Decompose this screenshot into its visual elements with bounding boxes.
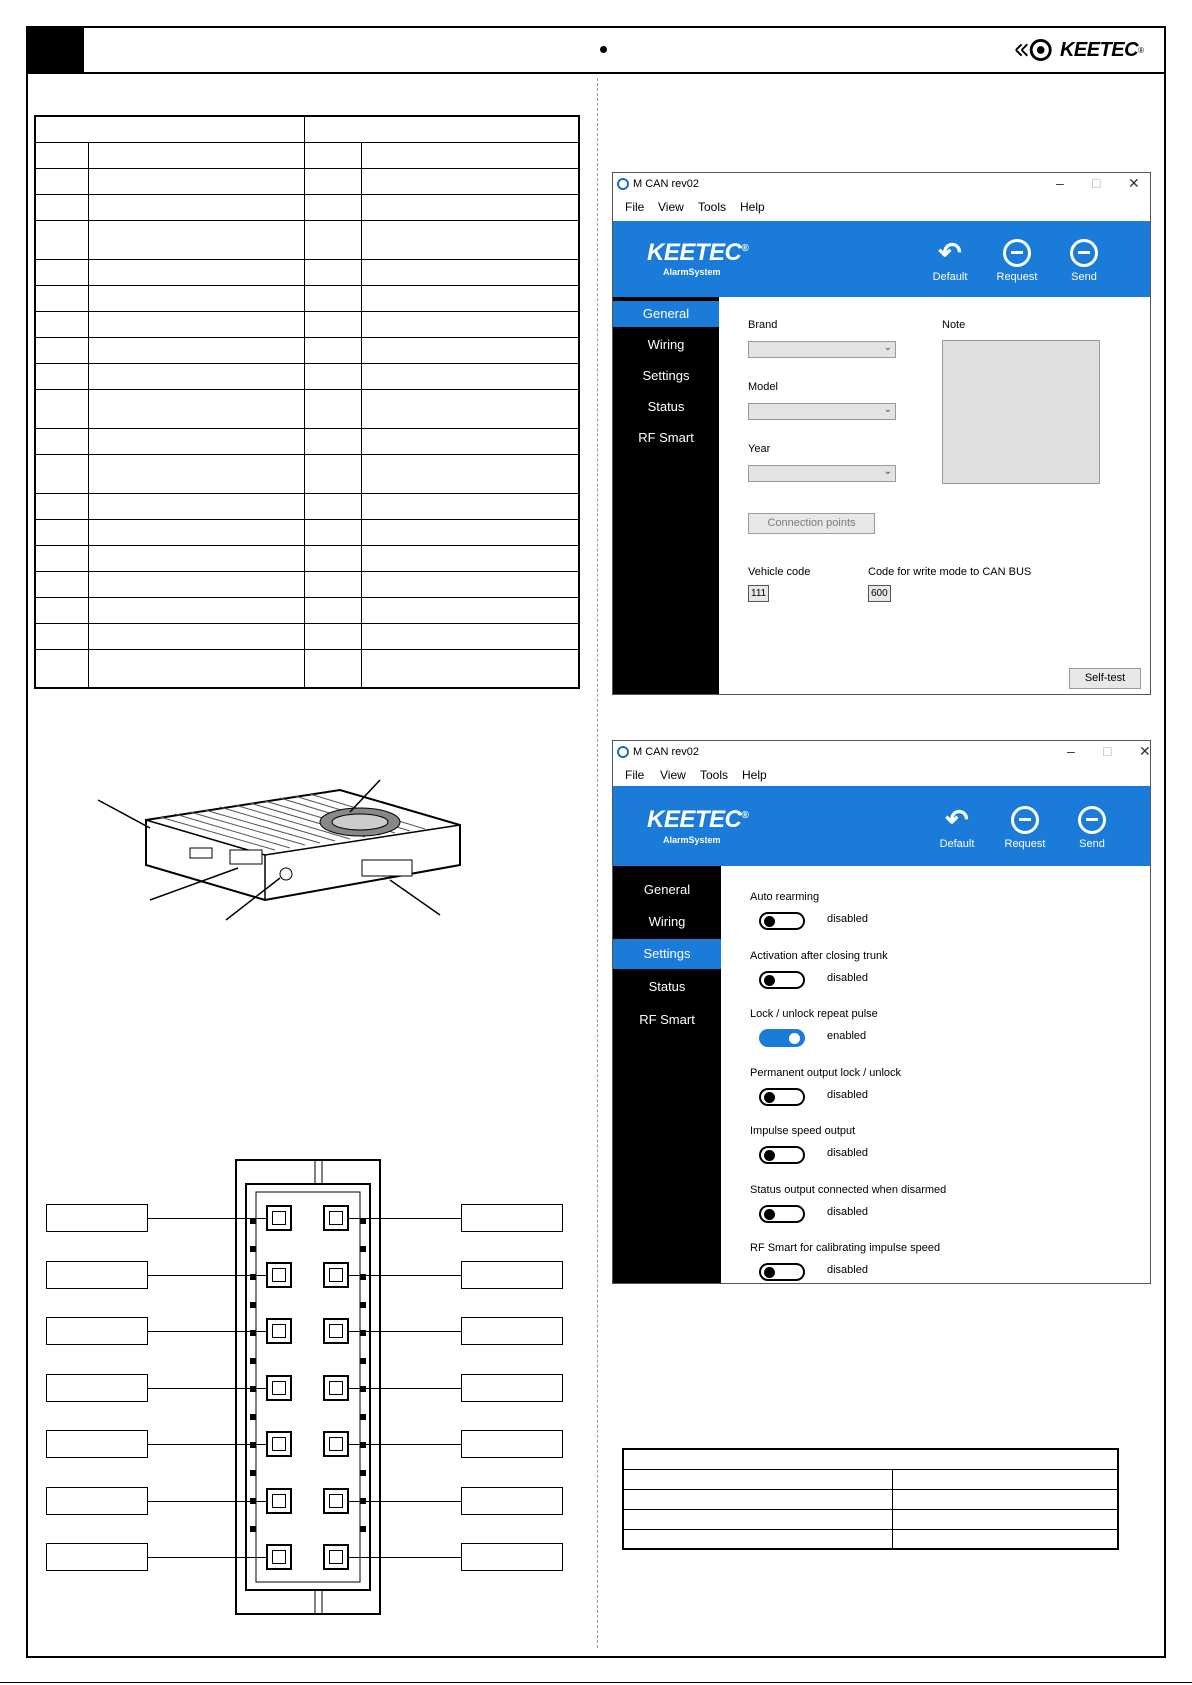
setting-label: RF Smart for calibrating impulse speed	[750, 1242, 941, 1254]
window-title: M CAN rev02	[633, 178, 700, 190]
column-divider	[597, 78, 598, 1648]
connection-points-button[interactable]: Connection points	[748, 513, 875, 534]
logo-text: KEETEC	[1059, 38, 1139, 61]
pin-label-box-right	[461, 1261, 563, 1289]
menu-tools[interactable]: Tools	[700, 768, 729, 782]
pin-label-box-right	[461, 1543, 563, 1571]
setting-toggle[interactable]	[759, 912, 805, 930]
sidebar-item-wiring[interactable]: Wiring	[648, 914, 686, 929]
maximize-icon[interactable]: □	[1092, 175, 1101, 191]
minimize-icon[interactable]: –	[1067, 743, 1075, 759]
header-bar	[26, 26, 1166, 74]
pin-leader-right	[349, 1218, 461, 1219]
setting-state: disabled	[827, 1264, 868, 1276]
setting-toggle[interactable]	[759, 1263, 805, 1281]
connector-table	[622, 1448, 1119, 1550]
undo-icon: ↶	[938, 237, 962, 268]
setting-state: disabled	[827, 1088, 868, 1101]
sidebar	[613, 297, 719, 694]
pin-label-box-right	[461, 1204, 563, 1232]
chevron-down-icon: ⌄	[883, 404, 892, 415]
setting-toggle[interactable]	[759, 1205, 805, 1223]
pin-label-box-right	[461, 1374, 563, 1402]
toggle-knob	[764, 1209, 775, 1220]
close-icon[interactable]: ✕	[1128, 175, 1140, 191]
maximize-icon[interactable]: □	[1103, 743, 1112, 759]
app-window-settings	[612, 740, 1151, 1284]
toggle-knob	[764, 1150, 775, 1161]
setting-label: Impulse speed output	[750, 1125, 856, 1137]
pin-label-box-right	[461, 1317, 563, 1345]
pin-leader-right	[349, 1501, 461, 1502]
banner-brand: KEETEC®	[647, 239, 749, 266]
app-window-general	[612, 172, 1151, 695]
connector-pin-right	[323, 1431, 349, 1457]
pin-leader-left	[148, 1557, 266, 1558]
banner-subtitle: AlarmSystem	[663, 835, 721, 845]
send-icon	[1078, 806, 1106, 834]
year-select[interactable]	[748, 465, 896, 482]
sidebar-item-general[interactable]: General	[643, 882, 691, 897]
menu-bar	[613, 765, 1150, 785]
pin-leader-right	[349, 1331, 461, 1332]
pin-label-box-left	[46, 1487, 148, 1515]
menu-bar	[613, 197, 1150, 217]
pin-leader-left	[148, 1501, 266, 1502]
app-icon	[617, 746, 629, 758]
write-code-label: Code for write mode to CAN BUS	[868, 566, 1032, 578]
chevron-down-icon: ⌄	[883, 466, 892, 477]
toggle-knob	[789, 1033, 800, 1044]
default-button[interactable]: ↶ Default	[932, 237, 968, 283]
pin-label-box-left	[46, 1204, 148, 1232]
sidebar-item-status[interactable]: Status	[648, 979, 686, 994]
year-label: Year	[748, 443, 771, 455]
setting-toggle[interactable]	[759, 971, 805, 989]
connector-pin-left	[266, 1262, 292, 1288]
keetec-logo-icon	[1014, 36, 1056, 64]
connector-pin-left	[266, 1544, 292, 1570]
pin-leader-right	[349, 1275, 461, 1276]
menu-tools[interactable]: Tools	[698, 200, 727, 214]
chevron-down-icon: ⌄	[883, 342, 892, 353]
minimize-icon[interactable]: –	[1056, 175, 1064, 191]
keetec-logo	[1014, 34, 1144, 66]
model-select[interactable]	[748, 403, 896, 420]
send-button[interactable]: Send	[1062, 806, 1122, 850]
write-code-field[interactable]: 600	[868, 585, 891, 602]
model-label: Model	[748, 381, 778, 393]
menu-view[interactable]: View	[658, 200, 684, 214]
toggle-knob	[764, 1267, 775, 1278]
device-illustration	[90, 770, 490, 930]
undo-icon: ↶	[945, 804, 969, 835]
setting-state: disabled	[827, 1205, 868, 1218]
connector-pin-left	[266, 1488, 292, 1514]
pin-label-box-left	[46, 1543, 148, 1571]
pin-leader-left	[148, 1331, 266, 1332]
toggle-knob	[764, 1092, 775, 1103]
app-icon	[617, 178, 629, 190]
connector-pin-left	[266, 1205, 292, 1231]
pin-leader-left	[148, 1444, 266, 1445]
menu-help[interactable]: Help	[740, 200, 765, 214]
connector-pin-left	[266, 1431, 292, 1457]
pin-leader-right	[349, 1444, 461, 1445]
send-button[interactable]: Send	[1054, 239, 1114, 283]
request-button[interactable]: Request	[995, 806, 1055, 850]
setting-label: Permanent output lock / unlock	[750, 1066, 902, 1079]
pin-leader-right	[349, 1388, 461, 1389]
header-banner	[613, 786, 1150, 866]
setting-label: Lock / unlock repeat pulse	[750, 1008, 878, 1020]
setting-toggle[interactable]	[759, 1146, 805, 1164]
setting-toggle[interactable]	[759, 1088, 805, 1106]
pin-leader-right	[349, 1557, 461, 1558]
menu-file[interactable]: File	[625, 768, 645, 782]
connector-pin-right	[323, 1205, 349, 1231]
request-icon	[1011, 806, 1039, 834]
toggle-knob	[764, 975, 775, 986]
setting-state: enabled	[827, 1030, 867, 1042]
connector-pin-left	[266, 1375, 292, 1401]
setting-label: Auto rearming	[750, 891, 820, 903]
banner-subtitle: AlarmSystem	[663, 267, 721, 277]
connector-pin-right	[323, 1488, 349, 1514]
default-button[interactable]: ↶ Default	[939, 804, 975, 850]
window-title: M CAN rev02	[633, 746, 700, 758]
self-test-button[interactable]: Self-test	[1069, 668, 1141, 689]
menu-help[interactable]: Help	[742, 768, 767, 782]
header-block	[28, 28, 82, 72]
sidebar	[613, 866, 721, 1283]
sidebar-item-wiring[interactable]: Wiring	[647, 337, 685, 352]
sidebar-item-rf-smart[interactable]: RF Smart	[639, 1012, 695, 1027]
setting-state: disabled	[827, 1147, 868, 1159]
pin-description-table	[34, 115, 580, 689]
sidebar-item-general[interactable]: General	[613, 301, 719, 327]
setting-state: disabled	[827, 913, 868, 925]
pin-label-box-left	[46, 1374, 148, 1402]
pin-leader-left	[148, 1275, 266, 1276]
pin-leader-left	[148, 1218, 266, 1219]
sidebar-item-rf-smart[interactable]: RF Smart	[638, 430, 694, 445]
connector-pin-right	[323, 1318, 349, 1344]
sidebar-item-settings[interactable]: Settings	[613, 939, 721, 969]
header-dot	[600, 46, 607, 53]
close-icon[interactable]: ✕	[1139, 743, 1151, 759]
setting-toggle[interactable]	[759, 1029, 805, 1047]
connector-pin-right	[323, 1544, 349, 1570]
setting-state: disabled	[827, 971, 868, 984]
connector-pin-left	[266, 1318, 292, 1344]
note-textarea[interactable]	[942, 340, 1100, 484]
brand-select[interactable]	[748, 341, 896, 358]
title-bar	[613, 173, 1150, 197]
pin-label-box-right	[461, 1430, 563, 1458]
brand-label: Brand	[748, 319, 778, 331]
title-bar	[613, 741, 1150, 765]
setting-label: Status output connected when disarmed	[750, 1183, 947, 1196]
connector-pin-right	[323, 1262, 349, 1288]
logo-registered: ®	[1138, 45, 1144, 55]
menu-file[interactable]: File	[625, 200, 645, 214]
pin-label-box-right	[461, 1487, 563, 1515]
pin-label-box-left	[46, 1317, 148, 1345]
vehicle-code-label: Vehicle code	[748, 566, 811, 578]
request-button[interactable]: Request	[987, 239, 1047, 283]
header-divider	[82, 28, 84, 72]
menu-view[interactable]: View	[660, 768, 686, 782]
vehicle-code-field[interactable]: 111	[748, 585, 769, 602]
banner-brand: KEETEC®	[647, 806, 749, 833]
header-banner	[613, 221, 1150, 297]
pin-leader-left	[148, 1388, 266, 1389]
note-label: Note	[942, 319, 966, 331]
send-icon	[1070, 239, 1098, 267]
bottom-rule	[0, 1682, 1192, 1683]
connector-pin-right	[323, 1375, 349, 1401]
request-icon	[1003, 239, 1031, 267]
pin-label-box-left	[46, 1261, 148, 1289]
toggle-knob	[764, 916, 775, 927]
pin-label-box-left	[46, 1430, 148, 1458]
setting-label: Activation after closing trunk	[750, 949, 888, 962]
sidebar-item-status[interactable]: Status	[647, 399, 685, 414]
sidebar-item-settings[interactable]: Settings	[642, 368, 690, 383]
